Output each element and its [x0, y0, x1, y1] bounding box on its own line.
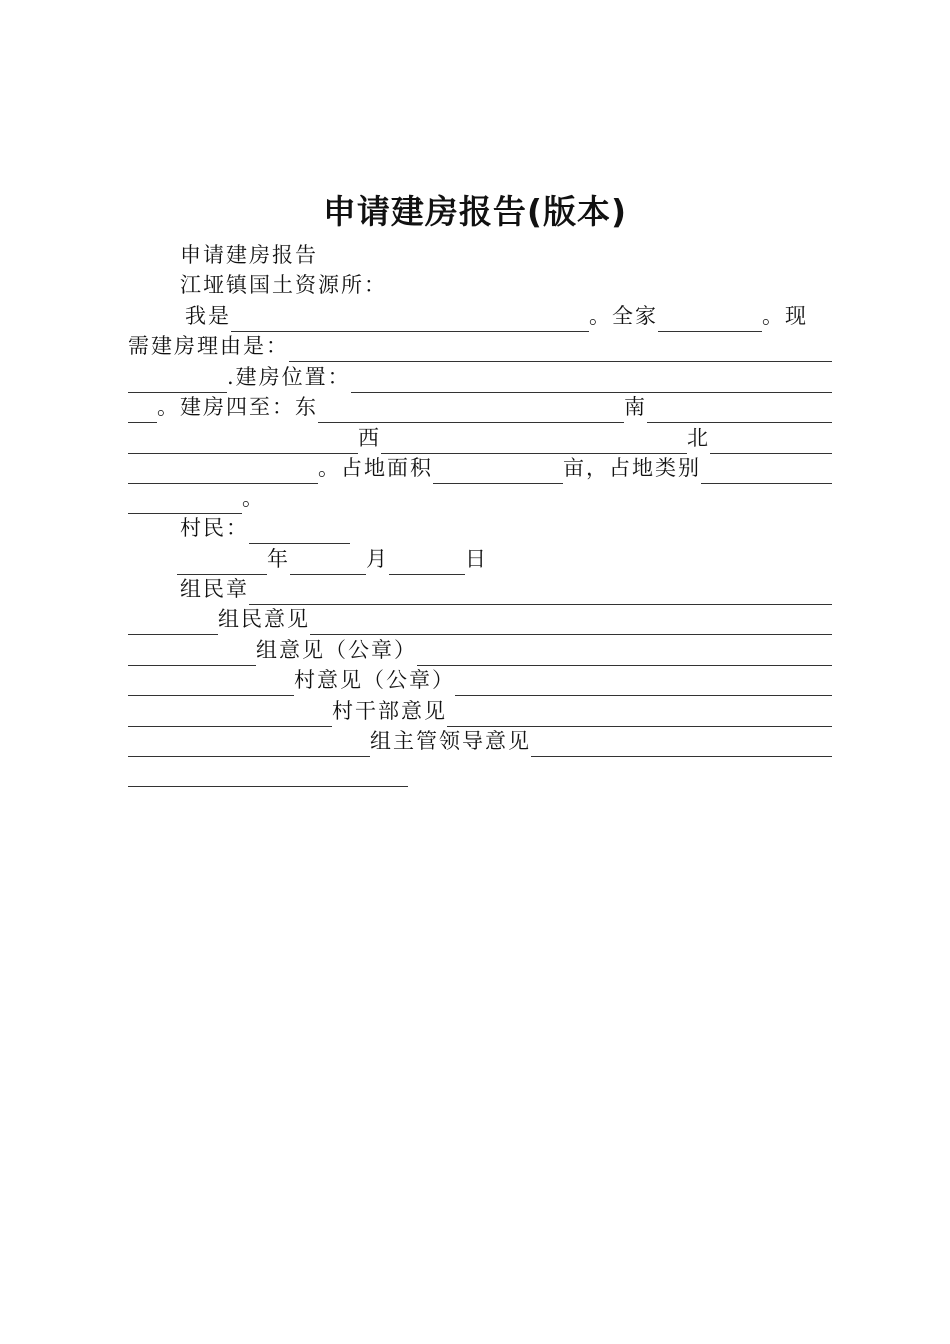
- village-opinion-cont[interactable]: [128, 701, 332, 727]
- village-opinion-line: [128, 665, 832, 696]
- applicant-line: [128, 301, 832, 332]
- group-seal-label: 组民章: [180, 577, 249, 601]
- south-label: 南: [624, 395, 647, 419]
- village-opinion-label: 村意见（公章）: [294, 668, 455, 692]
- month-label: 月: [366, 547, 389, 571]
- category-blank[interactable]: [701, 458, 832, 484]
- boundary-east-label: 。建房四至：东: [157, 395, 318, 419]
- boundary-line-1: [128, 392, 832, 423]
- group-seal-blank-cont[interactable]: [128, 609, 218, 635]
- category-blank-cont[interactable]: [128, 488, 242, 514]
- day-label: 日: [465, 547, 488, 571]
- period-mark: 。: [242, 486, 265, 510]
- group-member-opinion-line: [128, 604, 832, 635]
- group-seal-line: [128, 574, 832, 605]
- cadre-opinion-line: [128, 696, 832, 727]
- area-line: [128, 453, 832, 484]
- location-blank[interactable]: [351, 367, 832, 393]
- north-blank[interactable]: [710, 428, 832, 454]
- leader-opinion-label: 组主管领导意见: [370, 729, 531, 753]
- location-line: [128, 362, 832, 393]
- group-opinion-line: [128, 635, 832, 666]
- quan-jia-label: 。全家: [589, 304, 658, 328]
- group-seal-blank[interactable]: [249, 579, 832, 605]
- boundary-line-2: [128, 423, 832, 454]
- reason-blank[interactable]: [289, 336, 832, 362]
- group-member-opinion-blank[interactable]: [310, 609, 832, 635]
- cadre-opinion-cont[interactable]: [128, 731, 370, 757]
- applicant-name-blank[interactable]: [231, 306, 589, 332]
- group-opinion-label: 组意见（公章）: [256, 638, 417, 662]
- south-blank[interactable]: [647, 397, 832, 423]
- day-blank[interactable]: [389, 549, 465, 575]
- reason-label: 需建房理由是：: [128, 334, 289, 358]
- cadre-opinion-label: 村干部意见: [332, 699, 447, 723]
- family-size-blank[interactable]: [658, 306, 762, 332]
- location-blank-cont[interactable]: [128, 397, 157, 423]
- year-label: 年: [267, 547, 290, 571]
- cadre-opinion-blank[interactable]: [447, 701, 832, 727]
- west-blank[interactable]: [381, 428, 687, 454]
- group-opinion-cont[interactable]: [128, 670, 294, 696]
- date-line: [128, 544, 832, 575]
- mu-category-label: 亩，占地类别: [563, 456, 701, 480]
- reason-blank-cont[interactable]: [128, 367, 227, 393]
- group-member-opinion-label: 组民意见: [218, 607, 310, 631]
- leader-opinion-cont-line: [128, 756, 832, 787]
- north-blank-cont[interactable]: [128, 458, 318, 484]
- west-label: 西: [358, 426, 381, 450]
- area-label: 。占地面积: [318, 456, 433, 480]
- leader-opinion-line: [128, 726, 832, 757]
- category-cont-line: [128, 483, 832, 514]
- group-opinion-blank[interactable]: [417, 640, 832, 666]
- leader-opinion-cont[interactable]: [128, 761, 408, 787]
- north-label: 北: [687, 426, 710, 450]
- location-label: .建房位置：: [227, 365, 351, 389]
- addressee: 江垭镇国土资源所：: [180, 273, 387, 297]
- wo-shi-label: 我是: [185, 304, 231, 328]
- document-title: 申请建房报告(版本): [322, 192, 628, 231]
- report-heading-line: [128, 240, 832, 271]
- year-blank[interactable]: [177, 549, 267, 575]
- villager-label: 村民：: [180, 516, 249, 540]
- addressee-line: [128, 270, 832, 301]
- group-member-opinion-cont[interactable]: [128, 640, 256, 666]
- month-blank[interactable]: [290, 549, 366, 575]
- east-blank[interactable]: [318, 397, 624, 423]
- village-opinion-blank[interactable]: [455, 670, 832, 696]
- area-blank[interactable]: [433, 458, 563, 484]
- leader-opinion-blank[interactable]: [531, 731, 832, 757]
- south-blank-cont[interactable]: [128, 428, 358, 454]
- xian-label: 。现: [762, 304, 808, 328]
- villager-line: [128, 513, 832, 544]
- villager-signature-blank[interactable]: [249, 518, 350, 544]
- reason-line: [128, 331, 832, 362]
- report-heading: 申请建房报告: [180, 243, 318, 267]
